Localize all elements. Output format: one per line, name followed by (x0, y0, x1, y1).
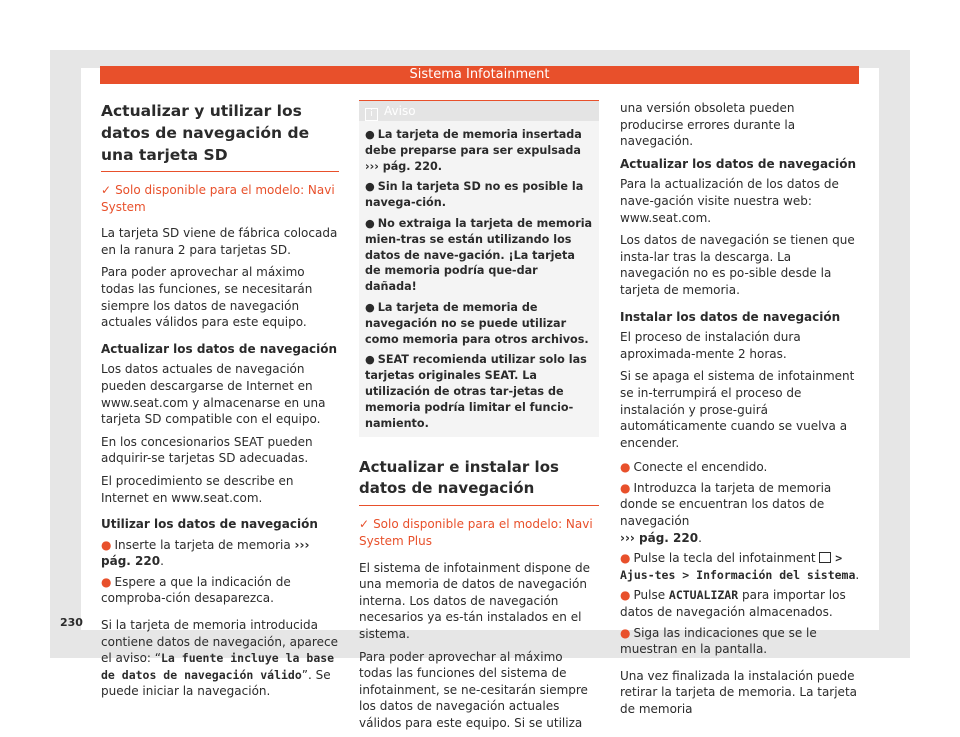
paragraph: La tarjeta SD viene de fábrica colocada en la ranura 2 para tarjetas SD. (101, 226, 338, 257)
bullet-icon: ● (365, 353, 375, 367)
section-title: Actualizar y utilizar los datos de navegación de una tarjeta SD (101, 100, 339, 172)
warning-item-text: La tarjeta de memoria de navegación no se puede utilizar como memoria para otros archivos. (365, 300, 589, 346)
warning-box (359, 100, 599, 437)
availability-text: Solo disponible para el modelo: Navi System (101, 183, 335, 214)
warning-header (359, 101, 599, 121)
button-label: ACTUALIZAR (668, 588, 739, 603)
warning-item-text: La tarjeta de memoria insertada debe preparse para ser expulsada ››› pág. 220. (365, 128, 582, 173)
warning-body (359, 121, 599, 437)
bullet-icon: ● (620, 551, 631, 566)
warning-item-text: No extraiga la tarjeta de memoria mien-tras se están utilizando los datos de nave-gación. ¡La tarjeta de memoria podría que-dar dañada! (365, 216, 593, 294)
list-item (620, 587, 860, 620)
bullet-icon: ● (620, 460, 631, 475)
list-item: ● Inserte la tarjeta de memoria ››› pág. 220. (101, 537, 310, 569)
list-item: ● Introduzca la tarjeta de memoria donde se encuentran los datos de navegación ››› pág. 220. (620, 480, 832, 545)
subheading: Utilizar los datos de navegación (101, 517, 318, 532)
bullet-icon: ● (365, 128, 375, 141)
paragraph: Para la actualización de los datos de nave-gación visite nuestra web: www.seat.com. (620, 177, 839, 225)
subheading: Instalar los datos de navegación (620, 309, 841, 324)
warning-item-text: SEAT recomienda utilizar solo las tarjetas originales SEAT. La utilización de otras tar-jetas de memoria podría limitar el funcio-namiento. (365, 353, 587, 430)
availability-note (101, 182, 339, 215)
list-item-text: Espere a que la indicación de comproba-ción desaparezca. (101, 574, 291, 606)
warning-item-text: Sin la tarjeta SD no es posible la navega-ción. (365, 180, 584, 210)
screen-message: La fuente incluye la base de datos de navegación válido (101, 651, 335, 682)
paragraph: Para poder aprovechar al máximo todas las funciones del sistema de infotainment, se ne-cesitarán siempre los datos de navegación actuales válidos para este equipo. Si se utiliza (359, 649, 588, 730)
bullet-icon: ● (365, 216, 375, 230)
bullet-icon: ● (620, 480, 631, 495)
section-header: Sistema Infotainment (100, 66, 859, 84)
paragraph: Una vez finalizada la instalación puede retirar la tarjeta de memoria. La tarjeta de memoria (620, 668, 857, 716)
column-2 (359, 100, 599, 737)
paragraph: Si se apaga el sistema de infotainment se in-terrumpirá el proceso de instalación y prose-guirá automáticamente cuando se vuelva a encender. (620, 369, 855, 450)
paragraph: El sistema de infotainment dispone de una memoria de datos de navegación interna. Los datos de navegación necesarios ya es-tán instalados en el sistema. (359, 560, 590, 641)
page-reference[interactable]: ››› pág. 220 (620, 530, 699, 545)
info-icon: i (365, 108, 378, 121)
page-number: 230 (60, 616, 83, 629)
paragraph-text: ”. Se puede iniciar la navegación. (101, 667, 331, 699)
paragraph: El proceso de instalación dura aproximada-mente 2 horas. (620, 330, 801, 361)
check-icon: ✓ (359, 517, 370, 532)
availability-note (359, 516, 599, 549)
paragraph: una versión obsoleta pueden producirse errores durante la navegación. (620, 101, 796, 149)
paragraph: En los concesionarios SEAT pueden adquirir-se tarjetas SD adecuadas. (101, 434, 313, 466)
availability-text: Solo disponible para el modelo: Navi System Plus (359, 517, 593, 548)
paragraph: El procedimiento se describe en Internet en www.seat.com. (101, 473, 294, 505)
list-item-text: Conecte el encendido. (633, 460, 768, 475)
paragraph (101, 617, 339, 700)
list-item (101, 574, 339, 607)
bullet-icon: ● (365, 300, 375, 314)
list-item-text: para importar los datos de navegación almacenados. (620, 588, 846, 620)
list-item (620, 459, 860, 476)
list-item-text: Siga las indicaciones que se le muestran en la pantalla. (620, 625, 817, 657)
list-item-text: Introduzca la tarjeta de memoria donde se encuentran los datos de navegación (620, 480, 832, 529)
warning-item (365, 216, 593, 295)
warning-item (365, 352, 593, 431)
section-title: Actualizar e instalar los datos de navegación (359, 457, 599, 506)
warning-label: Aviso (384, 104, 416, 118)
list-item-text: Inserte la tarjeta de memoria (114, 537, 295, 552)
paragraph: Los datos de navegación se tienen que insta-lar tras la descarga. La navegación no es po-sible desde la tarjeta de memoria. (620, 233, 855, 297)
bullet-icon: ● (365, 180, 375, 194)
menu-icon (819, 552, 831, 563)
paragraph: Para poder aprovechar al máximo todas las funciones, se necesitarán siempre los datos de navegación actuales válidos para este equipo. (101, 265, 313, 330)
subheading: Actualizar los datos de navegación (101, 341, 338, 356)
page-reference[interactable]: ››› pág. 220 (101, 537, 310, 569)
list-item (620, 625, 860, 658)
subheading: Actualizar los datos de navegación (620, 156, 857, 171)
bullet-icon: ● (101, 574, 112, 589)
column-1 (101, 100, 339, 706)
warning-item (365, 300, 593, 347)
list-item-text: Pulse (633, 588, 669, 603)
bullet-icon: ● (620, 625, 631, 640)
warning-item (365, 127, 593, 174)
bullet-icon: ● (101, 537, 112, 552)
menu-path: > Ajus-tes > Información del sistema (620, 551, 856, 582)
warning-item (365, 179, 593, 211)
column-3 (620, 100, 860, 724)
check-icon: ✓ (101, 183, 112, 197)
paragraph: Los datos actuales de navegación pueden descargarse de Internet en www.seat.com y almacenarse en una tarjeta SD compatible con el equipo. (101, 362, 326, 427)
bullet-icon: ● (620, 588, 631, 603)
paragraph-text: Si la tarjeta de memoria introducida contiene datos de navegación, aparece el aviso: “ (101, 618, 338, 666)
list-item-text: Pulse la tecla del infotainment (633, 551, 820, 566)
list-item: ● Pulse la tecla del infotainment > Ajus-tes > Información del sistema. (620, 551, 860, 582)
